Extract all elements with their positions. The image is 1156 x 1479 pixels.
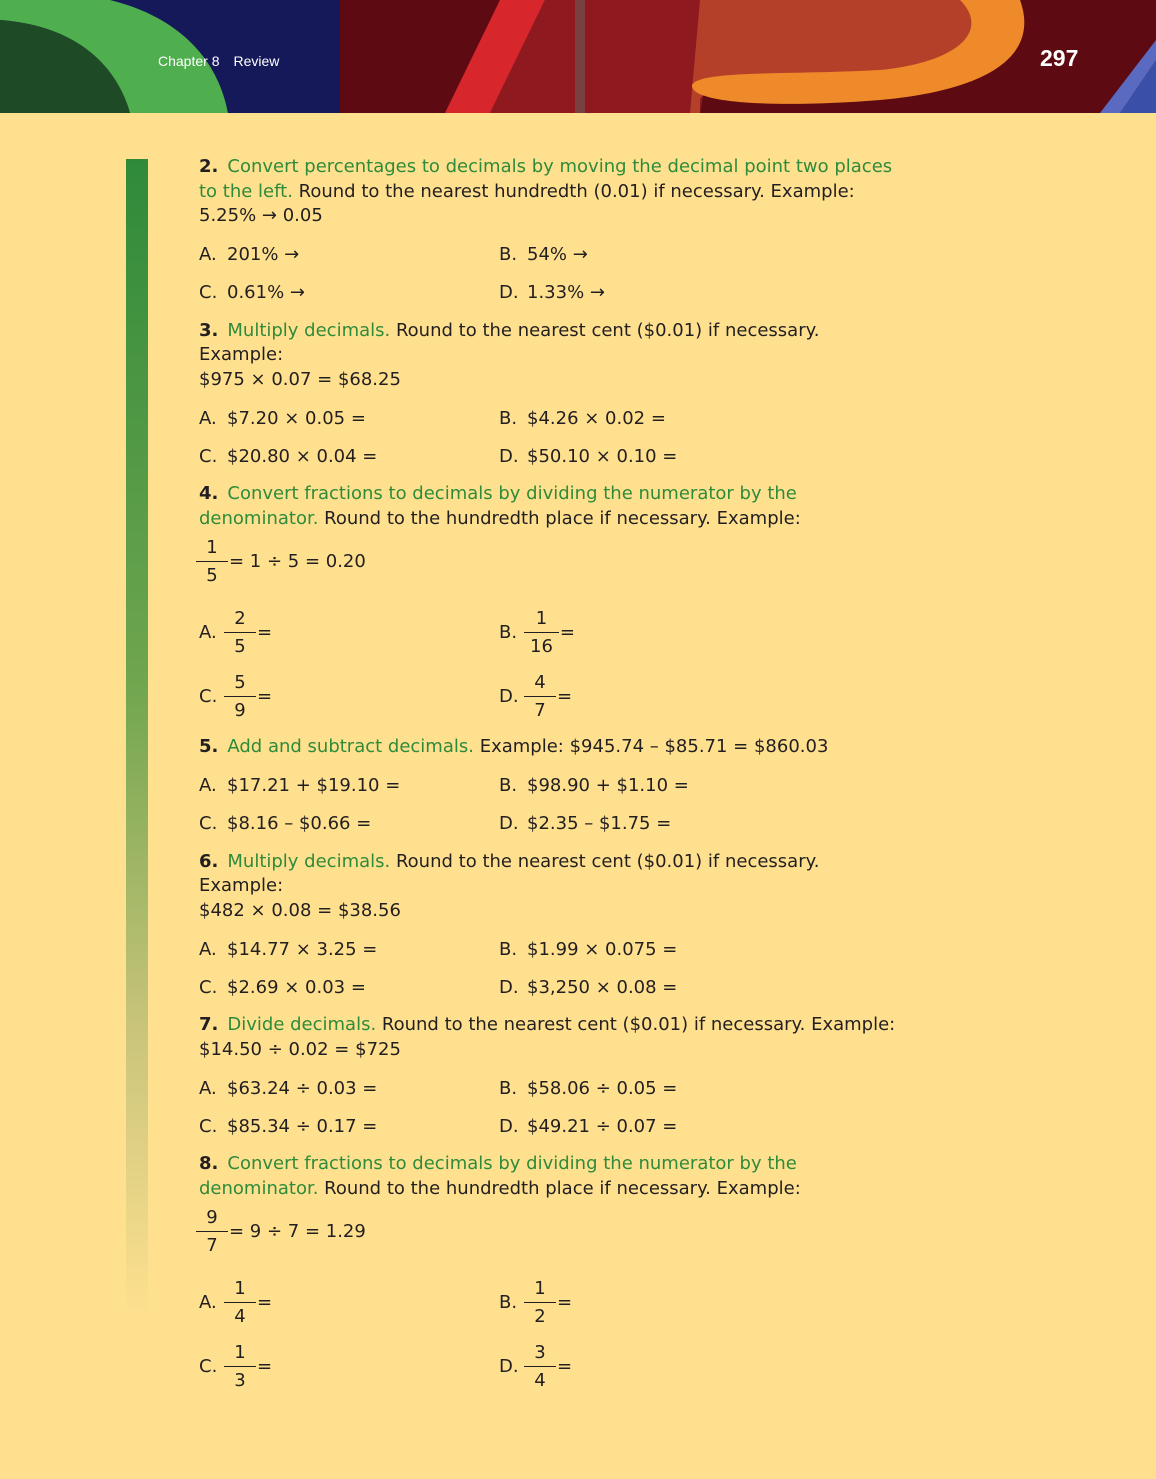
exercise-expression: $63.24 ÷ 0.03 =: [227, 1077, 378, 1099]
exercise-row: [199, 437, 899, 475]
exercise-equals: =: [257, 1355, 273, 1377]
exercise-row: [199, 236, 899, 274]
exercise-label: D.: [499, 976, 519, 998]
exercise-expression: $4.26 × 0.02 =: [527, 407, 666, 429]
exercise-item: [499, 939, 799, 960]
fraction: [227, 1339, 253, 1394]
numerator: 1: [206, 536, 218, 558]
problem-6: [199, 850, 899, 1007]
page-header-banner: [0, 0, 1156, 113]
exercise-label: B.: [499, 621, 518, 643]
example: $482 × 0.08 = $38.56: [199, 899, 401, 921]
numerator: 4: [534, 671, 546, 693]
fraction: [199, 534, 225, 589]
fraction: [527, 1339, 553, 1394]
exercise-list: [199, 236, 899, 312]
exercise-row: [199, 805, 899, 843]
green-margin-bar: [126, 159, 148, 1314]
exercise-equals: =: [257, 685, 273, 707]
example-rest: = 9 ÷ 7 = 1.29: [229, 1220, 366, 1242]
exercise-equals: =: [557, 685, 573, 707]
exercise-label: A.: [199, 938, 217, 960]
numerator: 2: [234, 607, 246, 629]
exercise-expression: $7.20 × 0.05 =: [227, 407, 366, 429]
chapter-label: Chapter 8: [158, 53, 220, 69]
exercise-label: D.: [499, 685, 519, 707]
problem-8: [199, 1152, 899, 1398]
exercise-label: C.: [199, 282, 218, 303]
instruction-highlight: Divide decimals.: [227, 1014, 377, 1035]
exercise-item: [499, 408, 799, 429]
exercise-label: C.: [199, 445, 218, 467]
exercise-list: [199, 1069, 899, 1145]
example: [199, 1199, 899, 1263]
exercise-item: [199, 775, 499, 796]
exercise-equals: =: [557, 1355, 573, 1377]
exercise-label: D.: [499, 813, 519, 834]
exercise-expression: 54% →: [527, 244, 588, 265]
exercise-item: [499, 1078, 799, 1099]
exercise-expression: 0.61% →: [227, 282, 305, 303]
exercise-expression: $58.06 ÷ 0.05 =: [527, 1077, 678, 1099]
exercise-item: [199, 939, 499, 960]
instruction-text: Round to the nearest hundredth (0.01) if necessary. Example:: [292, 180, 855, 202]
exercise-equals: =: [559, 621, 575, 643]
problem-4: [199, 482, 899, 728]
exercise-label: A.: [199, 621, 217, 643]
exercise-label: D.: [499, 1355, 519, 1377]
exercise-expression: $50.10 × 0.10 =: [527, 445, 678, 467]
denominator: 5: [224, 632, 256, 660]
exercise-item: [499, 1339, 799, 1394]
exercise-list: [199, 600, 899, 728]
exercise-label: B.: [499, 1077, 518, 1099]
problem-3: [199, 319, 899, 476]
exercise-label: C.: [199, 976, 218, 998]
fraction: [527, 605, 556, 660]
numerator: 9: [206, 1206, 218, 1228]
exercise-row: [199, 930, 899, 968]
review-problems: [199, 155, 899, 1398]
page-number: 297: [1040, 45, 1079, 71]
exercise-list: [199, 1270, 899, 1398]
exercise-label: A.: [199, 407, 217, 429]
problem-number: 7.: [199, 1014, 219, 1035]
exercise-label: A.: [199, 775, 217, 796]
exercise-row: [199, 968, 899, 1006]
problem-7: [199, 1013, 899, 1145]
denominator: 7: [196, 1231, 228, 1259]
exercise-expression: $17.21 + $19.10 =: [227, 775, 401, 796]
exercise-equals: =: [257, 621, 273, 643]
exercise-equals: =: [557, 1291, 573, 1313]
exercise-expression: $3,250 × 0.08 =: [527, 976, 678, 998]
denominator: 9: [224, 696, 256, 724]
exercise-expression: 201% →: [227, 244, 300, 265]
exercise-equals: =: [257, 1291, 273, 1313]
exercise-item: [199, 977, 499, 998]
denominator: 4: [224, 1302, 256, 1330]
numerator: 1: [234, 1277, 246, 1299]
exercise-item: [499, 1275, 799, 1330]
problem-5: [199, 735, 899, 843]
problem-instructions: [199, 1152, 899, 1201]
example: $975 × 0.07 = $68.25: [199, 368, 401, 390]
exercise-label: A.: [199, 244, 217, 265]
exercise-row: [199, 399, 899, 437]
exercise-item: [199, 1339, 499, 1394]
instruction-highlight: Add and subtract decimals.: [227, 736, 474, 757]
denominator: 16: [524, 632, 559, 660]
exercise-expression: $49.21 ÷ 0.07 =: [527, 1115, 678, 1137]
fraction: [227, 605, 253, 660]
denominator: 2: [524, 1302, 556, 1330]
problem-number: 3.: [199, 319, 219, 341]
example: 5.25% → 0.05: [199, 205, 323, 226]
problem-instructions: [199, 1013, 899, 1062]
fraction: [199, 1204, 225, 1259]
problem-2: [199, 155, 899, 312]
exercise-item: [199, 446, 499, 467]
exercise-row: [199, 1069, 899, 1107]
exercise-row: [199, 1334, 899, 1398]
example: $14.50 ÷ 0.02 = $725: [199, 1038, 401, 1060]
exercise-row: [199, 1270, 899, 1334]
exercise-item: [499, 669, 799, 724]
exercise-expression: $20.80 × 0.04 =: [227, 445, 378, 467]
exercise-expression: $1.99 × 0.075 =: [527, 938, 678, 960]
instruction-text: Round to the nearest cent ($0.01) if necessary. Example:: [199, 850, 820, 896]
problem-instructions: [199, 482, 899, 531]
exercise-label: B.: [499, 938, 518, 960]
numerator: 1: [534, 1277, 546, 1299]
exercise-label: D.: [499, 1115, 519, 1137]
fraction: [227, 669, 253, 724]
exercise-expression: $2.35 – $1.75 =: [527, 813, 672, 834]
instruction-text: Round to the hundredth place if necessary. Example:: [318, 507, 801, 529]
exercise-item: [199, 1116, 499, 1137]
exercise-row: [199, 274, 899, 312]
problem-number: 8.: [199, 1153, 219, 1174]
exercise-item: [199, 605, 499, 660]
instruction-highlight: Convert percentages to decimals by moving the decimal point two places to the left.: [199, 156, 893, 202]
exercise-item: [499, 1116, 799, 1137]
running-head: [158, 53, 279, 69]
exercise-label: C.: [199, 1355, 218, 1377]
exercise-item: [199, 669, 499, 724]
numerator: 5: [234, 671, 246, 693]
example-rest: = 1 ÷ 5 = 0.20: [229, 550, 366, 572]
exercise-row: [199, 1107, 899, 1145]
denominator: 7: [524, 696, 556, 724]
denominator: 5: [196, 561, 228, 589]
exercise-list: [199, 399, 899, 475]
exercise-label: B.: [499, 407, 518, 429]
exercise-label: B.: [499, 244, 518, 265]
section-label: Review: [233, 53, 280, 69]
instruction-highlight: Convert fractions to decimals by dividing the numerator by the denominator.: [199, 483, 797, 529]
instruction-text: Round to the nearest cent ($0.01) if necessary. Example:: [199, 319, 820, 365]
numerator: 3: [534, 1341, 546, 1363]
exercise-item: [499, 446, 799, 467]
exercise-row: [199, 600, 899, 664]
fraction: [527, 669, 553, 724]
exercise-label: C.: [199, 813, 218, 834]
exercise-label: D.: [499, 282, 519, 303]
exercise-list: [199, 767, 899, 843]
exercise-label: B.: [499, 775, 518, 796]
exercise-item: [499, 605, 799, 660]
exercise-label: A.: [199, 1291, 217, 1313]
numerator: 1: [535, 607, 548, 629]
denominator: 4: [524, 1366, 556, 1394]
exercise-expression: $98.90 + $1.10 =: [527, 775, 689, 796]
numerator: 1: [234, 1341, 246, 1363]
denominator: 3: [224, 1366, 256, 1394]
exercise-item: [199, 408, 499, 429]
problem-number: 2.: [199, 156, 219, 177]
exercise-row: [199, 767, 899, 805]
exercise-item: [199, 244, 499, 265]
exercise-item: [499, 775, 799, 796]
exercise-row: [199, 664, 899, 728]
instruction-text: Round to the hundredth place if necessary. Example:: [318, 1177, 801, 1199]
exercise-label: C.: [199, 685, 218, 707]
problem-number: 6.: [199, 850, 219, 872]
exercise-item: [199, 1275, 499, 1330]
exercise-item: [499, 813, 799, 834]
exercise-list: [199, 930, 899, 1006]
fraction: [527, 1275, 553, 1330]
instruction-text: Example: $945.74 – $85.71 = $860.03: [473, 736, 829, 757]
problem-instructions: [199, 735, 899, 760]
exercise-label: B.: [499, 1291, 518, 1313]
problem-number: 4.: [199, 483, 219, 504]
exercise-expression: $2.69 × 0.03 =: [227, 976, 366, 998]
exercise-item: [199, 282, 499, 303]
exercise-label: A.: [199, 1077, 217, 1099]
exercise-item: [199, 813, 499, 834]
instruction-highlight: Multiply decimals.: [227, 850, 391, 872]
exercise-item: [199, 1078, 499, 1099]
exercise-label: C.: [199, 1115, 218, 1137]
exercise-expression: $85.34 ÷ 0.17 =: [227, 1115, 378, 1137]
problem-instructions: [199, 850, 899, 924]
example: [199, 529, 899, 593]
instruction-highlight: Multiply decimals.: [227, 319, 391, 341]
exercise-label: D.: [499, 445, 519, 467]
problem-number: 5.: [199, 736, 219, 757]
exercise-expression: 1.33% →: [527, 282, 605, 303]
problem-instructions: [199, 319, 899, 393]
exercise-item: [499, 244, 799, 265]
instruction-text: Round to the nearest cent ($0.01) if necessary. Example:: [376, 1014, 896, 1035]
exercise-expression: $14.77 × 3.25 =: [227, 938, 378, 960]
exercise-expression: $8.16 – $0.66 =: [227, 813, 372, 834]
problem-instructions: [199, 155, 899, 229]
exercise-item: [499, 977, 799, 998]
instruction-highlight: Convert fractions to decimals by dividing the numerator by the denominator.: [199, 1153, 797, 1199]
fraction: [227, 1275, 253, 1330]
exercise-item: [499, 282, 799, 303]
